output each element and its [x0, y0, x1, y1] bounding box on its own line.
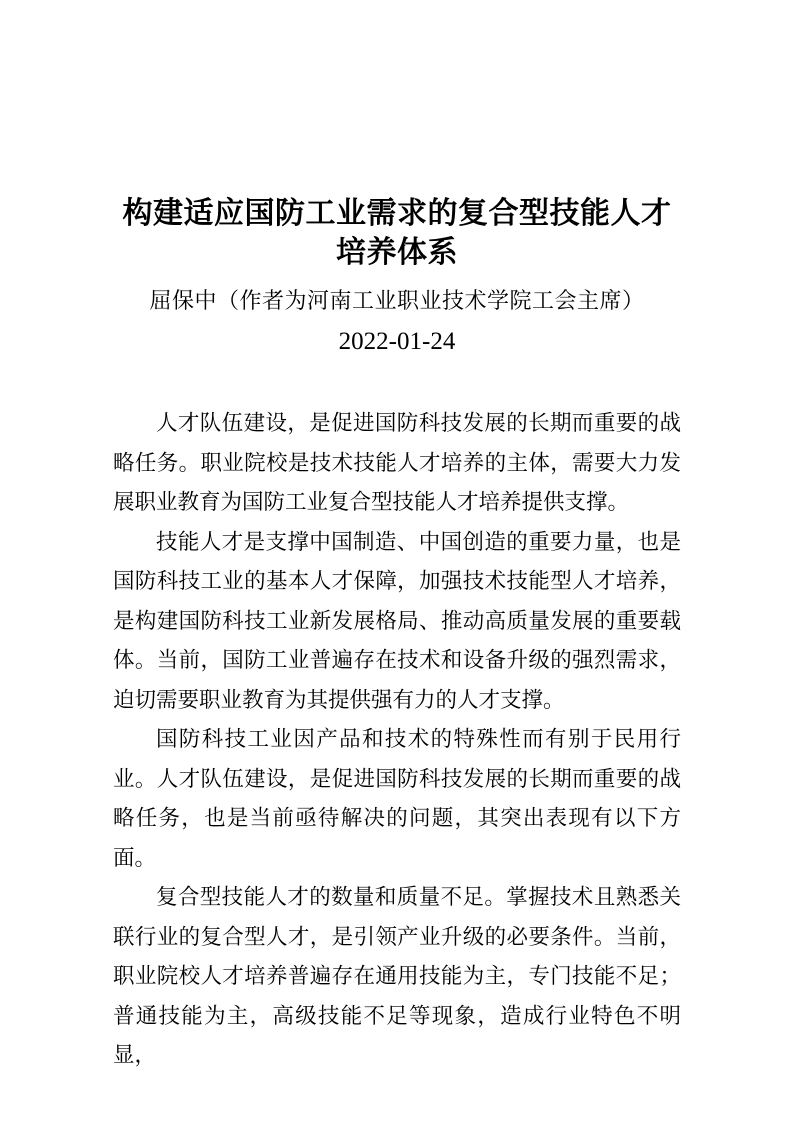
document-title: [113, 194, 681, 272]
article-body: [113, 404, 681, 1076]
publish-date: 2022-01-24: [338, 328, 456, 355]
author-line: 屈保中（作者为河南工业职业技术学院工会主席）: [149, 288, 645, 313]
title-line-1: 构建适应国防工业需求的复合型技能人才: [122, 197, 672, 230]
paragraph: 国防科技工业因产品和技术的特殊性而有别于民用行业。人才队伍建设，是促进国防科技发展的长期而重要的战略任务，也是当前亟待解决的问题，其突出表现有以下方面。: [113, 727, 681, 870]
paragraph: 技能人才是支撑中国制造、中国创造的重要力量，也是国防科技工业的基本人才保障，加强技术技能型人才培养，是构建国防科技工业新发展格局、推动高质量发展的重要载体。当前，国防工业普遍存在技术和设备升级的强烈需求，迫切需要职业教育为其提供强有力的人才支撑。: [113, 529, 681, 712]
paragraph: 人才队伍建设，是促进国防科技发展的长期而重要的战略任务。职业院校是技术技能人才培养的主体，需要大力发展职业教育为国防工业复合型技能人才培养提供支撑。: [113, 411, 681, 514]
title-line-2: 培养体系: [336, 236, 458, 269]
paragraph: 复合型技能人才的数量和质量不足。掌握技术且熟悉关联行业的复合型人才，是引领产业升级的必要条件。当前，职业院校人才培养普遍存在通用技能为主，专门技能不足；普通技能为主，高级技能不足等现象，造成行业特色不明显，: [113, 885, 681, 1067]
